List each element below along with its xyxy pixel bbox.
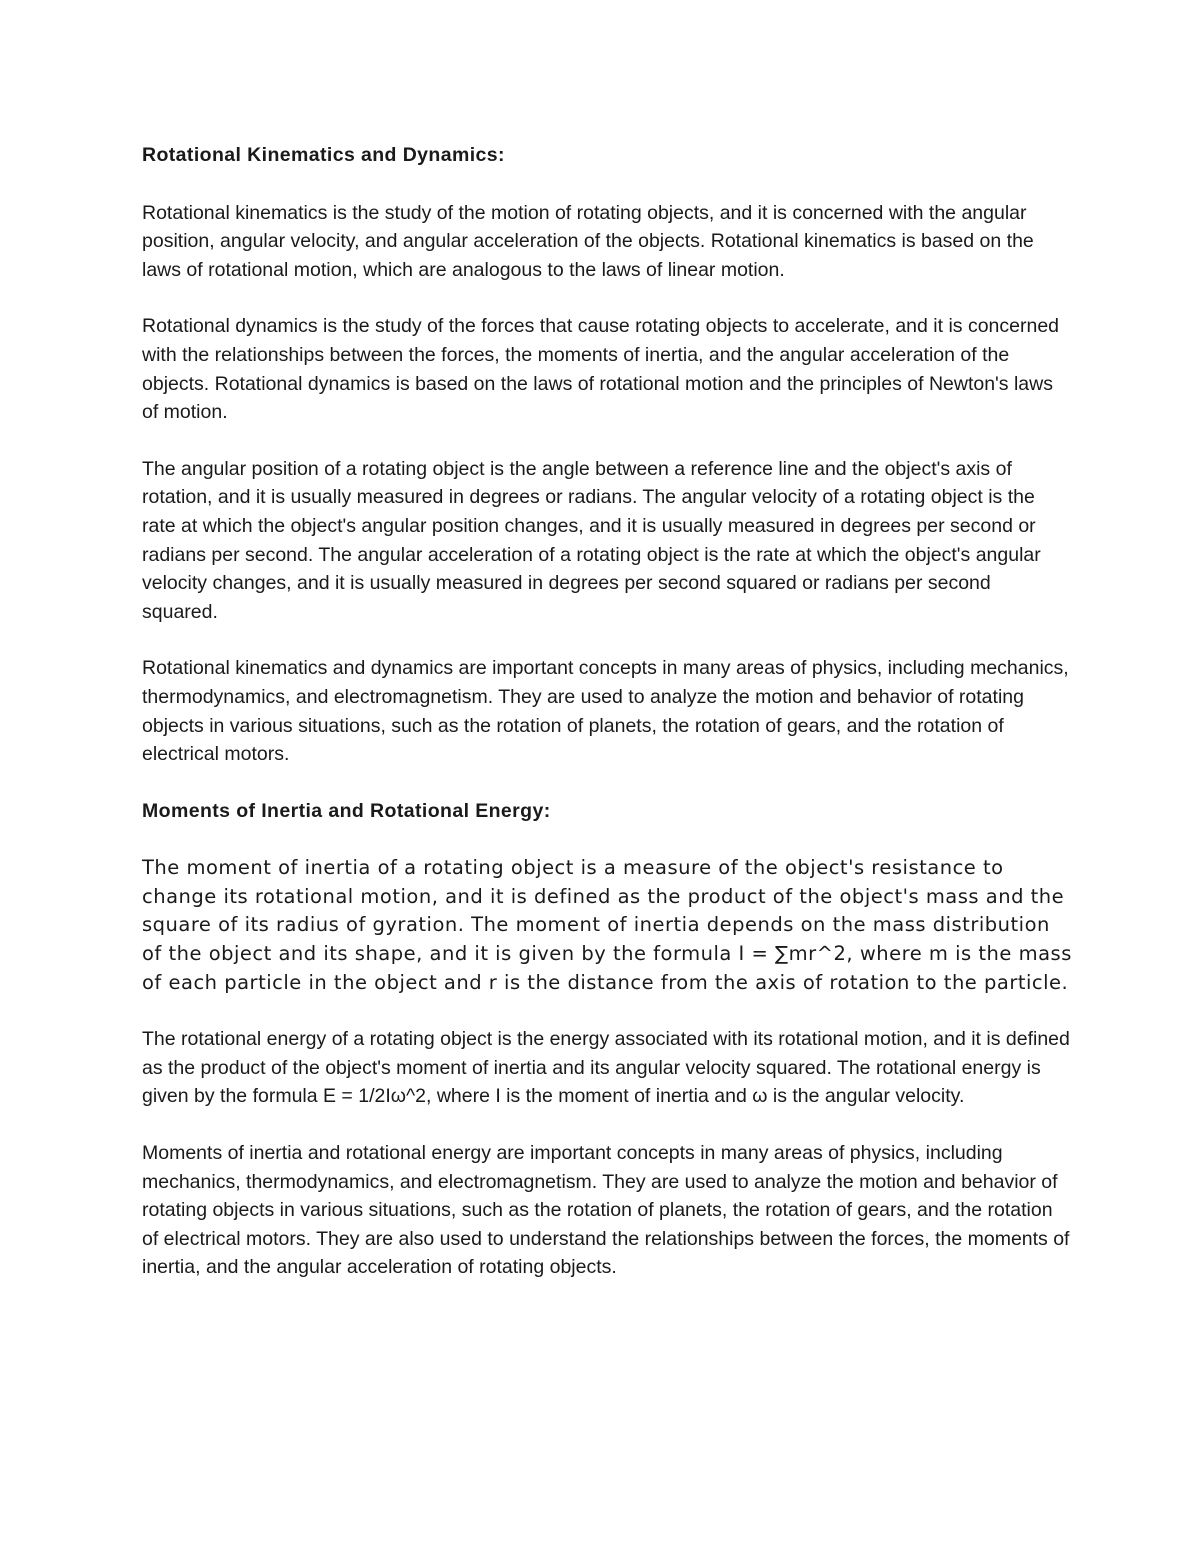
section-heading-rotational-kinematics: Rotational Kinematics and Dynamics: (142, 144, 505, 166)
paragraph: The moment of inertia of a rotating object is a measure of the object's resistance to change its rotational motion, and it is defined as the product of the object's mass and the square of its radius of gyration. The moment of inertia depends on the mass distribution of the object and its shape, and it is given by the formula I = ∑mr^2, where m is the mass of each particle in the object and r is the distance from the axis of rotation to the particle. (142, 856, 1072, 994)
paragraph: The rotational energy of a rotating object is the energy associated with its rotational motion, and it is defined as the product of the object's moment of inertia and its angular velocity squared. The rotational energy is given by the formula E = 1/2Iω^2, where I is the moment of inertia and ω is the angular velocity. (142, 1028, 1070, 1108)
paragraph: Rotational kinematics and dynamics are important concepts in many areas of physics, including mechanics, thermodynamics, and electromagnetism. They are used to analyze the motion and behavior of rotating objects in various situations, such as the rotation of planets, the rotation of gears, and the rotation of electrical motors. (142, 657, 1069, 766)
paragraph: Rotational kinematics is the study of the motion of rotating objects, and it is concerned with the angular position, angular velocity, and angular acceleration of the objects. Rotational kinematics is based on the laws of rotational motion, which are analogous to the laws of linear motion. (142, 201, 1034, 281)
section-heading-moments-of-inertia: Moments of Inertia and Rotational Energy: (142, 799, 551, 822)
paragraph: Rotational dynamics is the study of the forces that cause rotating objects to accelerate, and it is concerned with the relationships between the forces, the moments of inertia, and the angular acceleration of the objects. Rotational dynamics is based on the laws of rotational motion and the principles of Newton's laws of motion. (142, 315, 1060, 424)
document-body (142, 141, 1072, 1282)
paragraph: The angular position of a rotating object is the angle between a reference line and the object's axis of rotation, and it is usually measured in degrees or radians. The angular velocity of a rotating object is the rate at which the object's angular position changes, and it is usually measured in degrees per second or radians per second. The angular acceleration of a rotating object is the rate at which the object's angular velocity changes, and it is usually measured in degrees per second squared or radians per second squared. (142, 457, 1041, 623)
paragraph: Moments of inertia and rotational energy are important concepts in many areas of physics, including mechanics, thermodynamics, and electromagnetism. They are used to analyze the motion and behavior of rotating objects in various situations, such as the rotation of planets, the rotation of gears, and the rotation of electrical motors. They are also used to understand the relationships between the forces, the moments of inertia, and the angular acceleration of rotating objects. (142, 1142, 1070, 1279)
